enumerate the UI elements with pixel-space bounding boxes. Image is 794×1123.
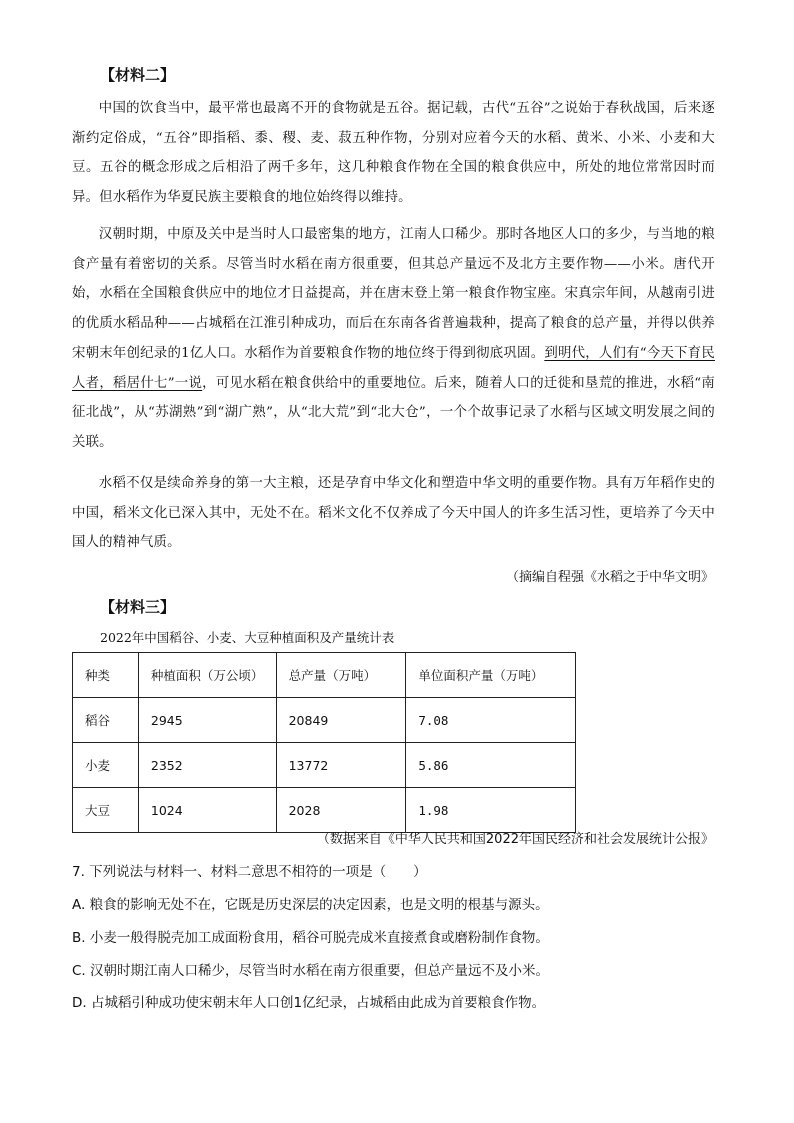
- table-cell: 小麦: [73, 743, 139, 788]
- material2-paragraph-3: 水稻不仅是续命养身的第一大主粮，还是孕育中华文化和塑造中华文明的重要作物。具有万年稻作史的中国，稻米文化已深入其中，无处不在。稻米文化不仅养成了今天中国人的许多生活习性，更培养了今天中国人的精神气质。: [72, 476, 715, 551]
- table-cell: 13772: [276, 743, 406, 788]
- table-cell: 5.86: [406, 743, 576, 788]
- question-stem: 7. 下列说法与材料一、材料二意思不相符的一项是（ ）: [72, 864, 427, 880]
- table-row: [73, 743, 576, 788]
- table-row: [73, 788, 576, 833]
- table-cell: 2352: [138, 743, 276, 788]
- option-c: C. 汉朝时期江南人口稀少，尽管当时水稻在南方很重要，但总产量远不及小米。: [72, 963, 550, 979]
- table-title: 2022年中国稻谷、小麦、大豆种植面积及产量统计表: [100, 630, 395, 645]
- table-cell: 大豆: [73, 788, 139, 833]
- material2-heading: 【材料二】: [100, 66, 176, 84]
- table-cell: 20849: [276, 698, 406, 743]
- option-a: A. 粮食的影响无处不在，它既是历史深层的决定因素，也是文明的根基与源头。: [72, 897, 549, 913]
- material2-source: （摘编自程强《水稻之于中华文明》: [505, 570, 714, 585]
- material2-paragraph-1: 中国的饮食当中，最平常也最离不开的食物就是五谷。据记载，古代“五谷”之说始于春秋战国，后来逐渐约定俗成，“五谷”即指稻、黍、稷、麦、菽五种作物，分别对应着今天的水稻、黄米、小米、小麦和大豆。五谷的概念形成之后相沿了两千多年，这几种粮食作物在全国的粮食供应中，所处的地位常常因时而异。但水稻作为华夏民族主要粮食的地位始终得以维持。: [72, 101, 715, 206]
- column-header: 种类: [73, 653, 139, 698]
- table-cell: 2028: [276, 788, 406, 833]
- column-header: 单位面积产量（万吨）: [406, 653, 576, 698]
- paragraph-text: ，可见水稻在粮食供给中的重要地位。后来，随着人口的迁徙和垦荒的推进，水稻“南征北战”，从“苏湖熟”到“湖广熟”，从“北大荒”到“北大仓”，一个个故事记录了水稻与区域文明发展之间的关联。: [72, 375, 715, 450]
- table-row: [73, 698, 576, 743]
- table-cell: 2945: [138, 698, 276, 743]
- statistics-table: [72, 652, 576, 833]
- material2-paragraph-2: [72, 220, 715, 458]
- table-cell: 1.98: [406, 788, 576, 833]
- table-header-row: [73, 653, 576, 698]
- option-b: B. 小麦一般得脱壳加工成面粉食用，稻谷可脱壳成米直接煮食或磨粉制作食物。: [72, 930, 549, 946]
- table-cell: 1024: [138, 788, 276, 833]
- table-cell: 稻谷: [73, 698, 139, 743]
- material3-heading: 【材料三】: [100, 598, 176, 616]
- column-header: 种植面积（万公顷）: [138, 653, 276, 698]
- table-data-source: （数据来自《中华人民共和国2022年国民经济和社会发展统计公报》: [316, 832, 714, 847]
- paragraph-text: 汉朝时期，中原及关中是当时人口最密集的地方，江南人口稀少。那时各地区人口的多少，与当地的粮食产量有着密切的关系。尽管当时水稻在南方很重要，但其总产量远不及北方主要作物——小米。唐代开始，水稻在全国粮食供应中的地位才日益提高，并在唐末登上第一粮食作物宝座。宋真宗年间，从越南引进的优质水稻品种——占城稻在江淮引种成功，而后在东南各省普遍栽种，提高了粮食的总产量，并得以供养宋朝末年创纪录的1亿人口。水稻作为首要粮食作物的地位终于得到彻底巩固。: [72, 227, 715, 361]
- table-cell: 7.08: [406, 698, 576, 743]
- column-header: 总产量（万吨）: [276, 653, 406, 698]
- option-d: D. 占城稻引种成功使宋朝末年人口创1亿纪录，占城稻由此成为首要粮食作物。: [72, 995, 546, 1011]
- underlined-quote: 到明代，人们有“今天下育民人者，稻居什七”一说: [72, 345, 715, 391]
